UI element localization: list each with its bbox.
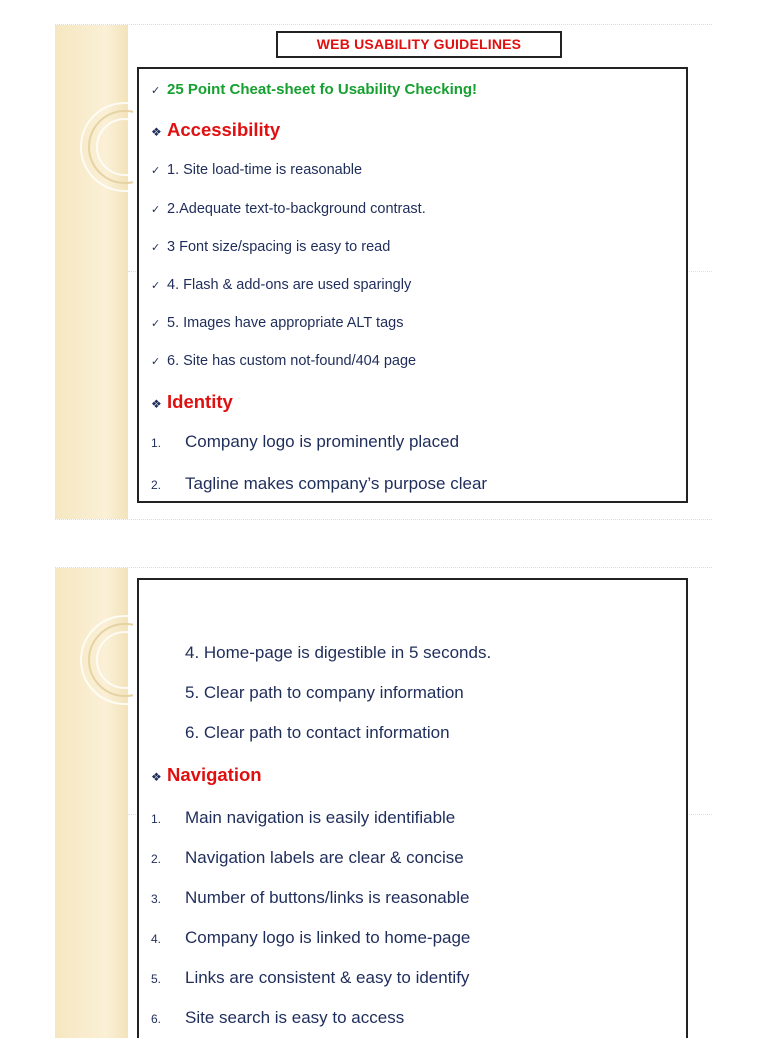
heading-navigation-row <box>151 764 262 786</box>
list-item-text: 2.Adequate text-to-background contrast. <box>167 201 426 217</box>
slide-title: WEB USABILITY GUIDELINES <box>276 31 562 58</box>
item-number: 6. <box>151 1012 162 1026</box>
heading-accessibility-row <box>151 119 280 141</box>
item-text: Company logo is prominently placed <box>185 432 460 451</box>
heading-identity-row <box>151 391 233 413</box>
item-number: 1. <box>151 812 162 826</box>
item-text: Number of buttons/links is reasonable <box>185 888 470 907</box>
diamond-bullet-icon: ❖ <box>151 125 162 139</box>
item-number: 5. <box>151 972 162 986</box>
list-item <box>151 200 426 218</box>
checkmark-icon: ✓ <box>151 85 161 97</box>
list-item <box>185 643 491 663</box>
item-number: 3. <box>151 892 162 906</box>
intro-row <box>151 81 477 99</box>
numbered-item <box>151 968 469 988</box>
item-text: Navigation labels are clear & concise <box>185 848 464 867</box>
list-item <box>151 314 403 332</box>
numbered-item <box>151 474 487 494</box>
list-item-text: 6. Clear path to contact information <box>185 723 450 742</box>
list-item <box>185 723 450 743</box>
decorative-band <box>55 568 128 1038</box>
list-item-text: 4. Home-page is digestible in 5 seconds. <box>185 643 492 662</box>
heading-accessibility: Accessibility <box>167 119 281 140</box>
item-number: 2. <box>151 478 162 492</box>
list-item <box>185 683 464 703</box>
rings-decoration <box>63 85 133 205</box>
checkmark-icon: ✓ <box>151 204 161 216</box>
intro-text: 25 Point Cheat-sheet fo Usability Checking! <box>167 81 478 98</box>
heading-navigation: Navigation <box>167 764 262 785</box>
item-text: Main navigation is easily identifiable <box>185 808 456 827</box>
list-item <box>151 161 362 179</box>
list-item-text: 5. Images have appropriate ALT tags <box>167 315 404 331</box>
list-item <box>151 276 411 294</box>
item-number: 2. <box>151 852 162 866</box>
list-item <box>151 238 390 256</box>
numbered-item <box>151 1008 404 1028</box>
item-number: 1. <box>151 436 162 450</box>
list-item <box>151 352 416 370</box>
list-item-text: 5. Clear path to company information <box>185 683 464 702</box>
diamond-bullet-icon: ❖ <box>151 397 162 411</box>
checkmark-icon: ✓ <box>151 318 161 330</box>
list-item-text: 3 Font size/spacing is easy to read <box>167 239 391 255</box>
numbered-item <box>151 928 470 948</box>
decorative-band <box>55 25 128 519</box>
list-item-text: 4. Flash & add-ons are used sparingly <box>167 277 412 293</box>
list-item-text: 1. Site load-time is reasonable <box>167 162 363 178</box>
list-item-text: 6. Site has custom not-found/404 page <box>167 353 417 369</box>
checkmark-icon: ✓ <box>151 280 161 292</box>
numbered-item <box>151 888 469 908</box>
numbered-item <box>151 432 459 452</box>
item-text: Links are consistent & easy to identify <box>185 968 470 987</box>
heading-identity: Identity <box>167 391 233 412</box>
slide-1 <box>55 24 712 520</box>
rings-decoration <box>63 598 133 718</box>
checkmark-icon: ✓ <box>151 165 161 177</box>
checkmark-icon: ✓ <box>151 242 161 254</box>
checkmark-icon: ✓ <box>151 356 161 368</box>
item-text: Tagline makes company’s purpose clear <box>185 474 488 493</box>
slide-2 <box>55 567 712 1038</box>
item-text: Site search is easy to access <box>185 1008 405 1027</box>
item-number: 4. <box>151 932 162 946</box>
content-box <box>137 67 688 503</box>
numbered-item <box>151 808 455 828</box>
diamond-bullet-icon: ❖ <box>151 770 162 784</box>
content-box <box>137 578 688 1038</box>
numbered-item <box>151 848 464 868</box>
item-text: Company logo is linked to home-page <box>185 928 471 947</box>
